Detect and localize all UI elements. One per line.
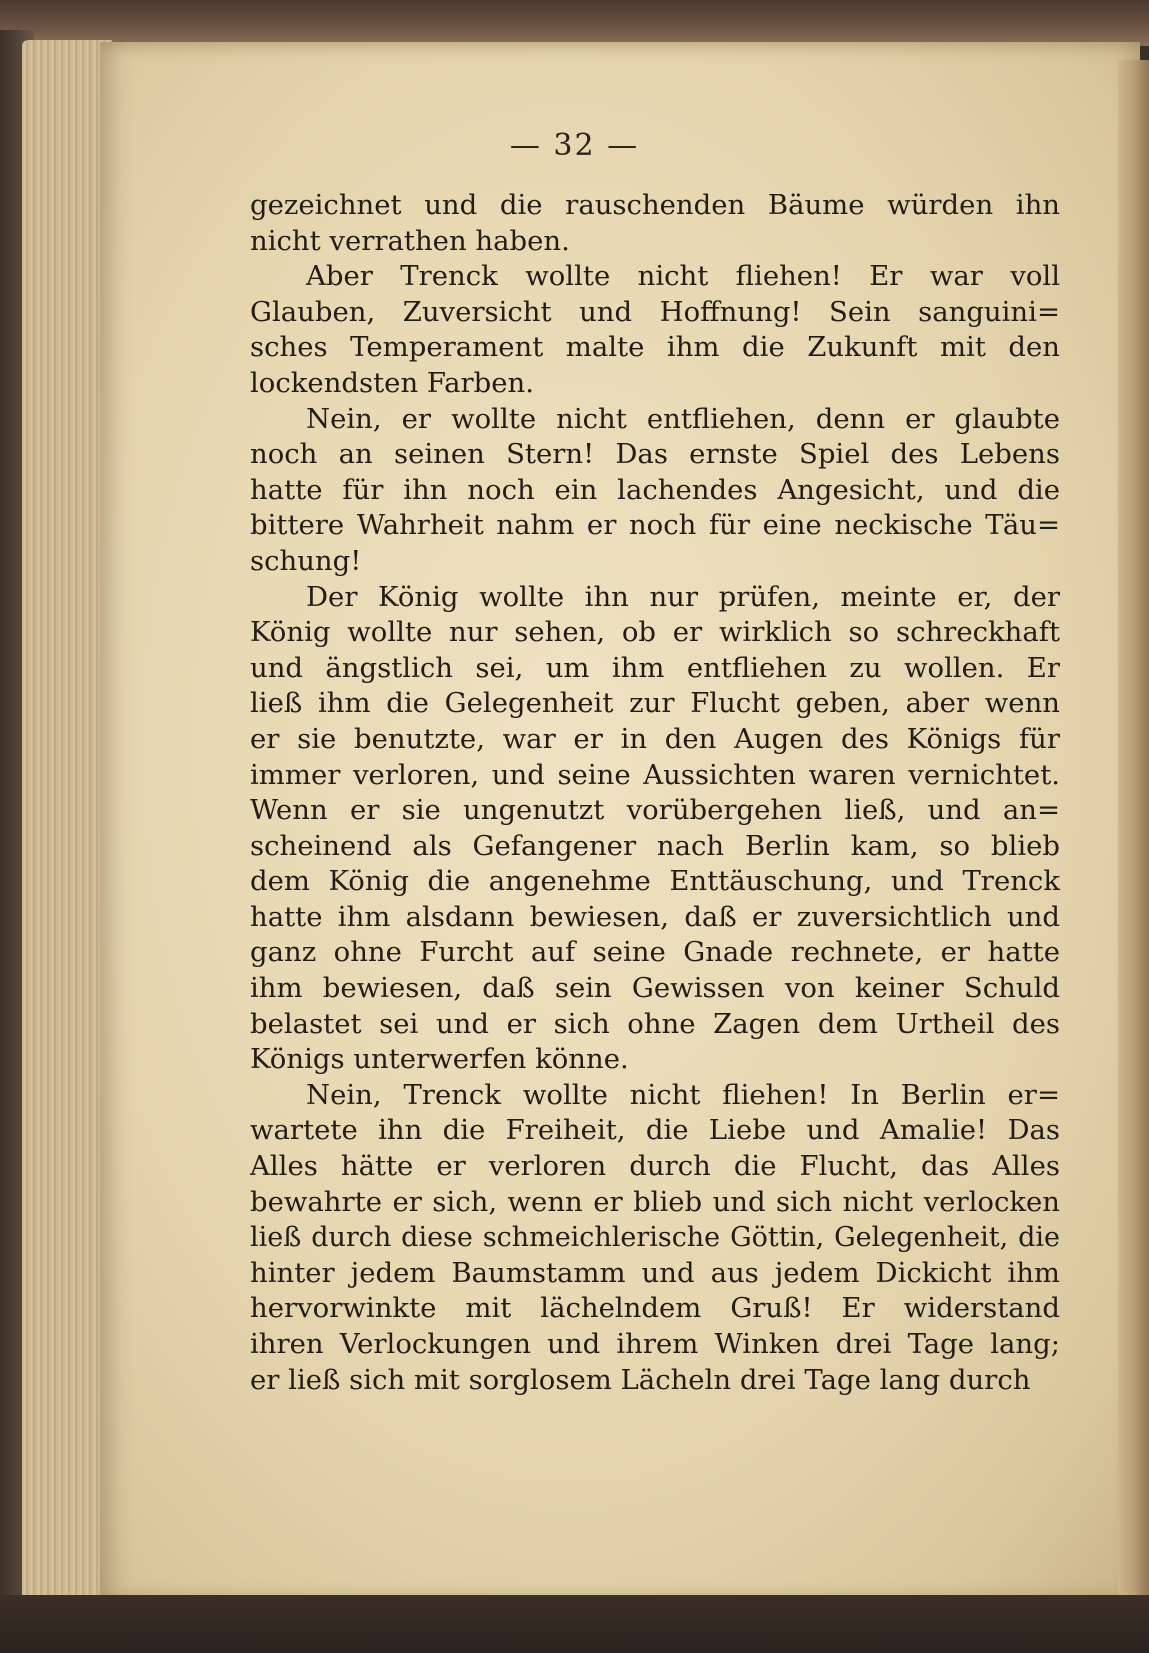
text-line: ganz ohne Furcht auf seine Gnade rechnete, er hatte bbox=[250, 936, 1060, 969]
text-line: Glauben, Zuversicht und Hoffnung! Sein sanguini= bbox=[250, 295, 1060, 328]
book-cover-top-edge bbox=[0, 0, 1149, 46]
text-line: lockendsten Farben. bbox=[250, 366, 534, 399]
text-line: hatte für ihn noch ein lachendes Angesicht, und die bbox=[250, 473, 1060, 506]
text-line: wartete ihn die Freiheit, die Liebe und Amalie! Das bbox=[250, 1114, 1060, 1147]
page-number: — 32 — bbox=[509, 128, 640, 163]
text-line: ihren Verlockungen und ihrem Winken drei Tage lang; bbox=[250, 1328, 1060, 1360]
text-line: Königs unterwerfen könne. bbox=[250, 1043, 629, 1076]
text-line: hinter jedem Baumstamm und aus jedem Dickicht ihm bbox=[250, 1256, 1060, 1289]
page-right-edge bbox=[1118, 60, 1149, 1600]
text-line: hervorwinkte mit lächelndem Gruß! Er widerstand bbox=[250, 1292, 1060, 1325]
paragraph bbox=[250, 402, 1060, 580]
paragraph bbox=[250, 1078, 1060, 1398]
text-line: gezeichnet und die rauschenden Bäume würden ihn bbox=[250, 189, 1060, 221]
text-line: ihm bewiesen, daß sein Gewissen von keiner Schuld bbox=[250, 972, 1060, 1005]
text-line: ließ ihm die Gelegenheit zur Flucht geben, aber wenn bbox=[250, 687, 1060, 720]
text-line: belastet sei und er sich ohne Zagen dem Urtheil des bbox=[250, 1007, 1060, 1040]
text-line: Alles hätte er verloren durch die Flucht, das Alles bbox=[250, 1150, 1060, 1183]
text-line: bewahrte er sich, wenn er blieb und sich nicht verlocken bbox=[250, 1185, 1060, 1218]
text-line: sches Temperament malte ihm die Zukunft mit den bbox=[250, 331, 1060, 364]
text-line: schung! bbox=[250, 544, 362, 577]
text-line: König wollte nur sehen, ob er wirklich so schreckhaft bbox=[250, 616, 1060, 649]
text-line: nicht verrathen haben. bbox=[250, 224, 570, 257]
text-line: Nein, er wollte nicht entfliehen, denn er glaubte bbox=[306, 402, 1060, 435]
page-stack bbox=[22, 40, 112, 1610]
text-line: noch an seinen Stern! Das ernste Spiel des Lebens bbox=[250, 438, 1060, 471]
text-line: und ängstlich sei, um ihm entfliehen zu wollen. Er bbox=[250, 651, 1060, 684]
text-line: bittere Wahrheit nahm er noch für eine neckische Täu= bbox=[250, 509, 1060, 542]
text-line: Wenn er sie ungenutzt vorübergehen ließ, und an= bbox=[250, 794, 1060, 827]
text-line: er ließ sich mit sorglosem Lächeln drei Tage lang durch bbox=[250, 1363, 1031, 1396]
text-line: hatte ihm alsdann bewiesen, daß er zuversichtlich und bbox=[250, 900, 1060, 933]
text-line: Nein, Trenck wollte nicht fliehen! In Berlin er= bbox=[306, 1078, 1060, 1111]
text-line: Der König wollte ihn nur prüfen, meinte er, der bbox=[306, 580, 1060, 613]
book-cover-bottom-edge bbox=[0, 1595, 1149, 1653]
text-line: scheinend als Gefangener nach Berlin kam, so blieb bbox=[250, 829, 1060, 862]
text-line: Aber Trenck wollte nicht fliehen! Er war voll bbox=[306, 260, 1060, 293]
text-line: ließ durch diese schmeichlerische Göttin, Gelegenheit, die bbox=[250, 1222, 1060, 1254]
text-line: dem König die angenehme Enttäuschung, und Trenck bbox=[250, 865, 1060, 898]
text-line: er sie benutzte, war er in den Augen des Königs für bbox=[250, 722, 1060, 755]
body-text bbox=[250, 188, 1060, 1398]
paragraph bbox=[250, 188, 1060, 259]
paragraph bbox=[250, 580, 1060, 1078]
text-line: immer verloren, und seine Aussichten waren vernichtet. bbox=[250, 758, 1060, 791]
paragraph bbox=[250, 259, 1060, 401]
